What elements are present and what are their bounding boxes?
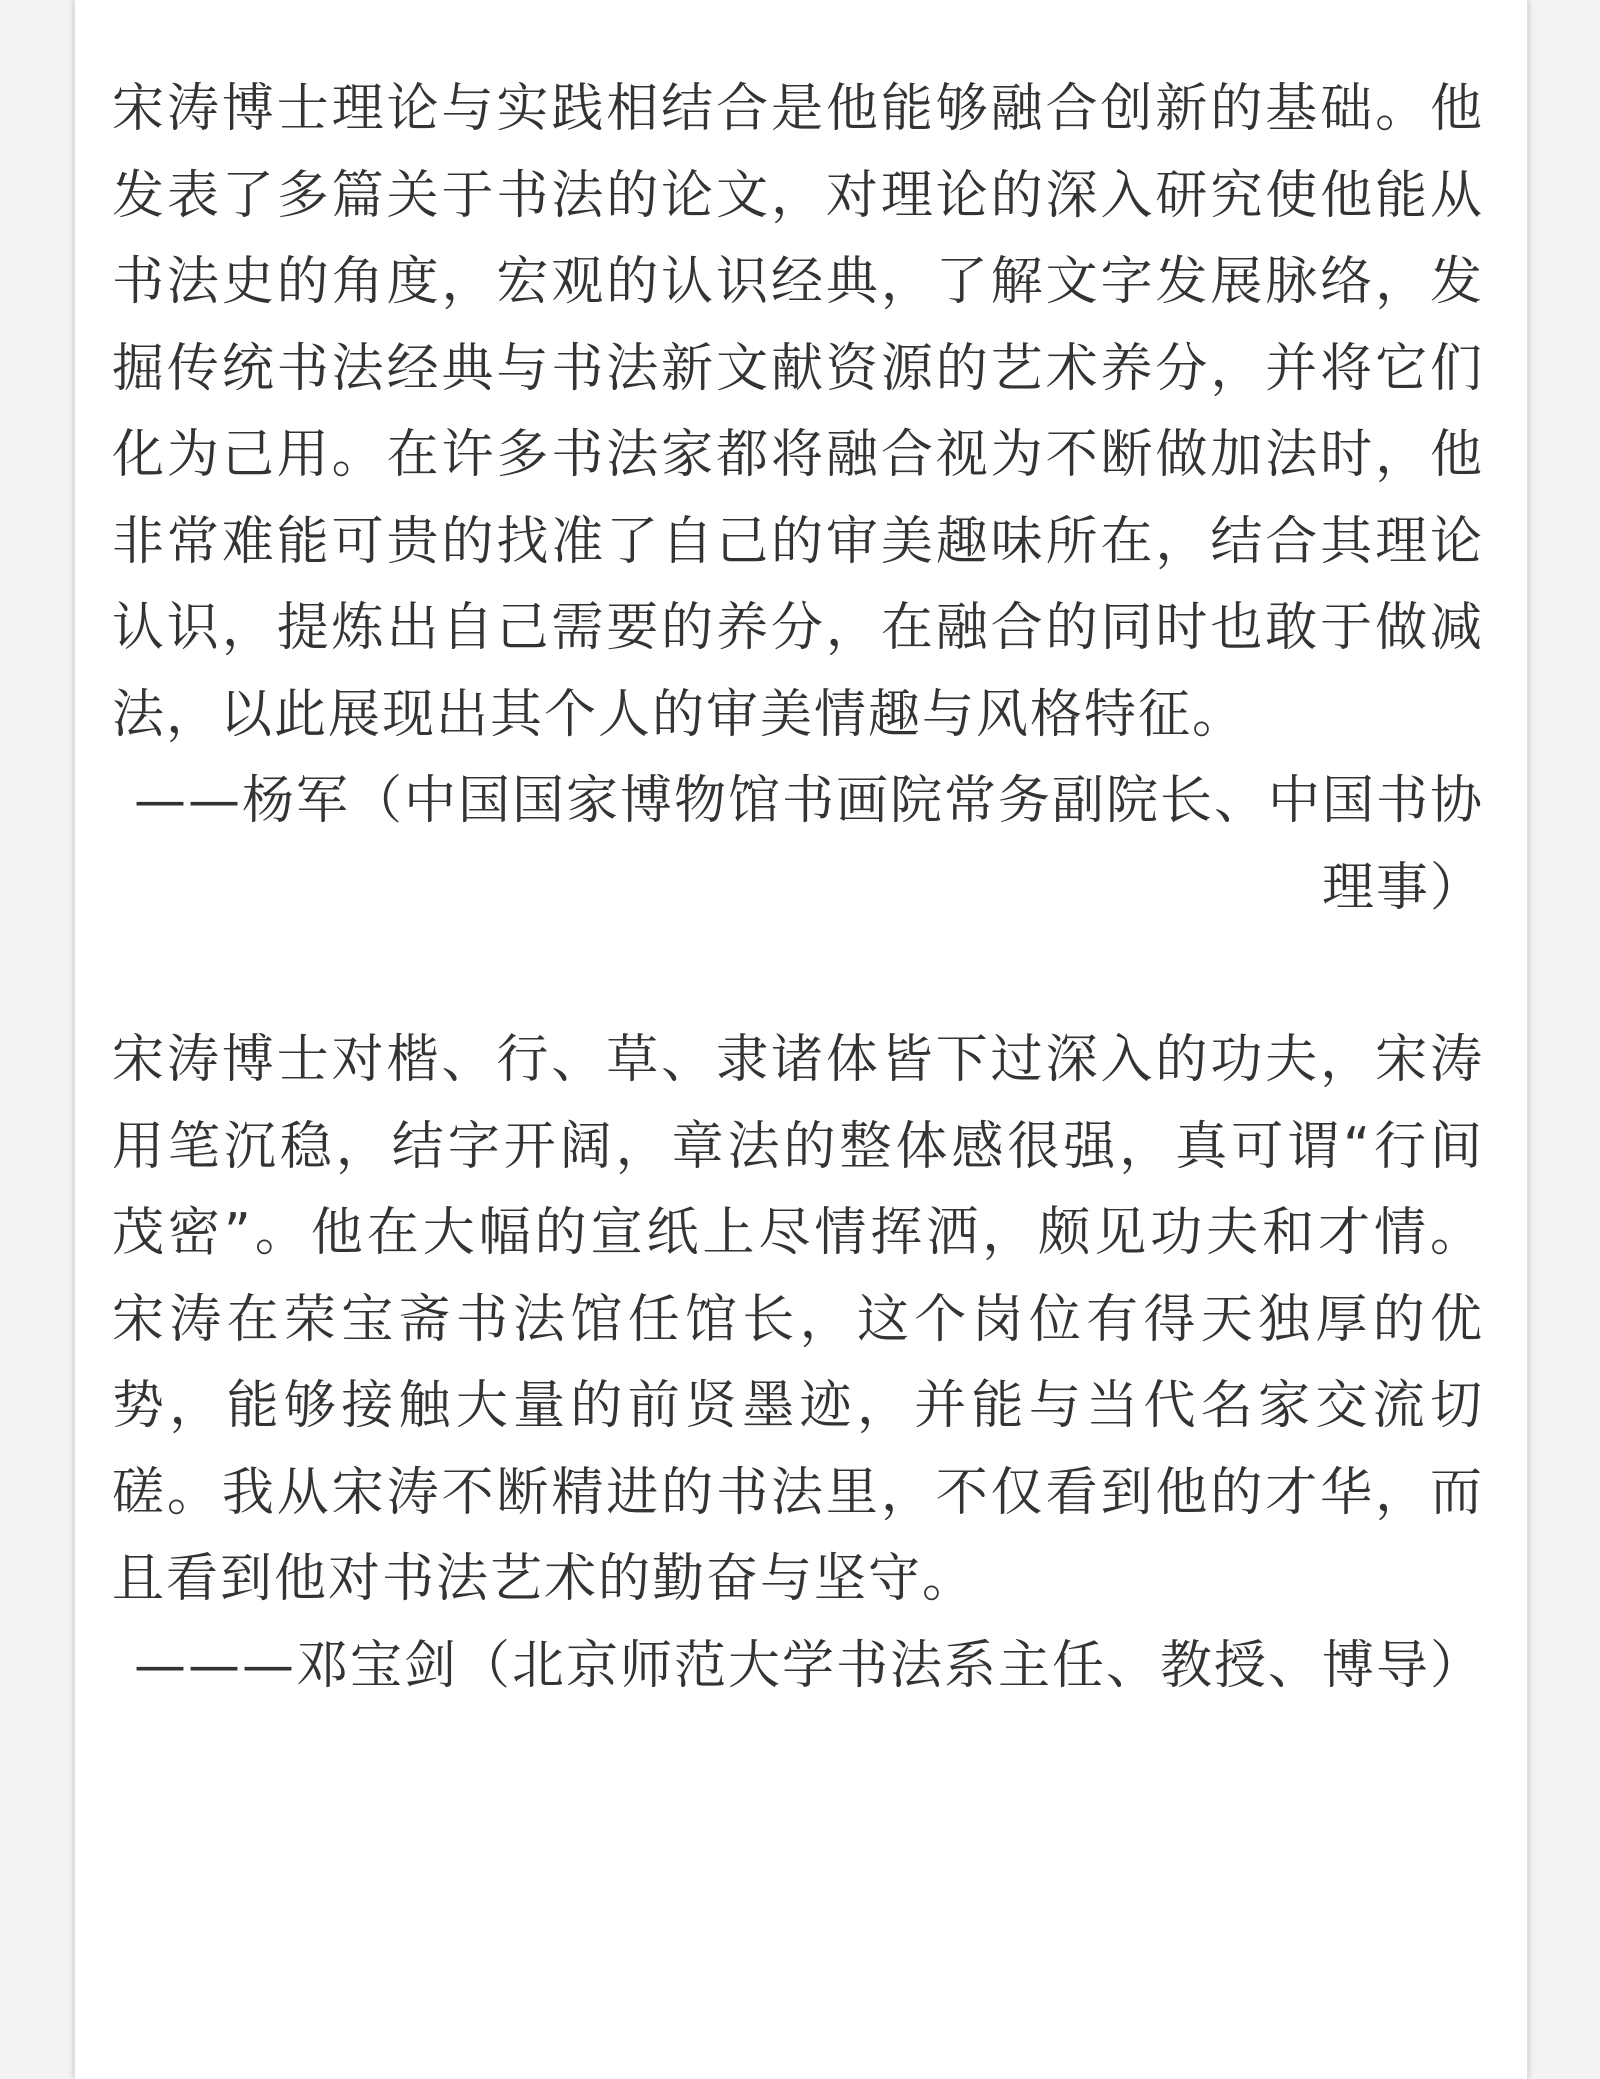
paragraph-spacer [112, 931, 1484, 1017]
article-body [112, 66, 1484, 1709]
quote-attribution-deng-baojian: ———邓宝剑（北京师范大学书法系主任、教授、博导） [133, 1635, 1484, 1696]
quote-paragraph-yang-jun: 宋涛博士理论与实践相结合是他能够融合创新的基础。他发表了多篇关于书法的论文，对理论的深入研究使他能从书法史的角度，宏观的认识经典，了解文字发展脉络，发掘传统书法经典与书法新文献资源的艺术养分，并将它们化为己用。在许多书法家都将融合视为不断做加法时，他非常难能可贵的找准了自己的审美趣味所在，结合其理论认识，提炼出自己需要的养分，在融合的同时也敢于做减法，以此展现出其个人的审美情趣与风格特征。 [112, 79, 1484, 745]
quote-attribution-yang-jun: ——杨军（中国国家博物馆书画院常务副院长、中国书协理事） [133, 771, 1484, 918]
quote-paragraph-deng-baojian: 宋涛博士对楷、行、草、隶诸体皆下过深入的功夫，宋涛用笔沉稳，结字开阔，章法的整体感很强，真可谓“行间茂密”。他在大幅的宣纸上尽情挥洒，颇见功夫和才情。宋涛在荣宝斋书法馆任馆长，这个岗位有得天独厚的优势，能够接触大量的前贤墨迹，并能与当代名家交流切磋。我从宋涛不断精进的书法里，不仅看到他的才华，而且看到他对书法艺术的勤奋与坚守。 [112, 1030, 1484, 1609]
